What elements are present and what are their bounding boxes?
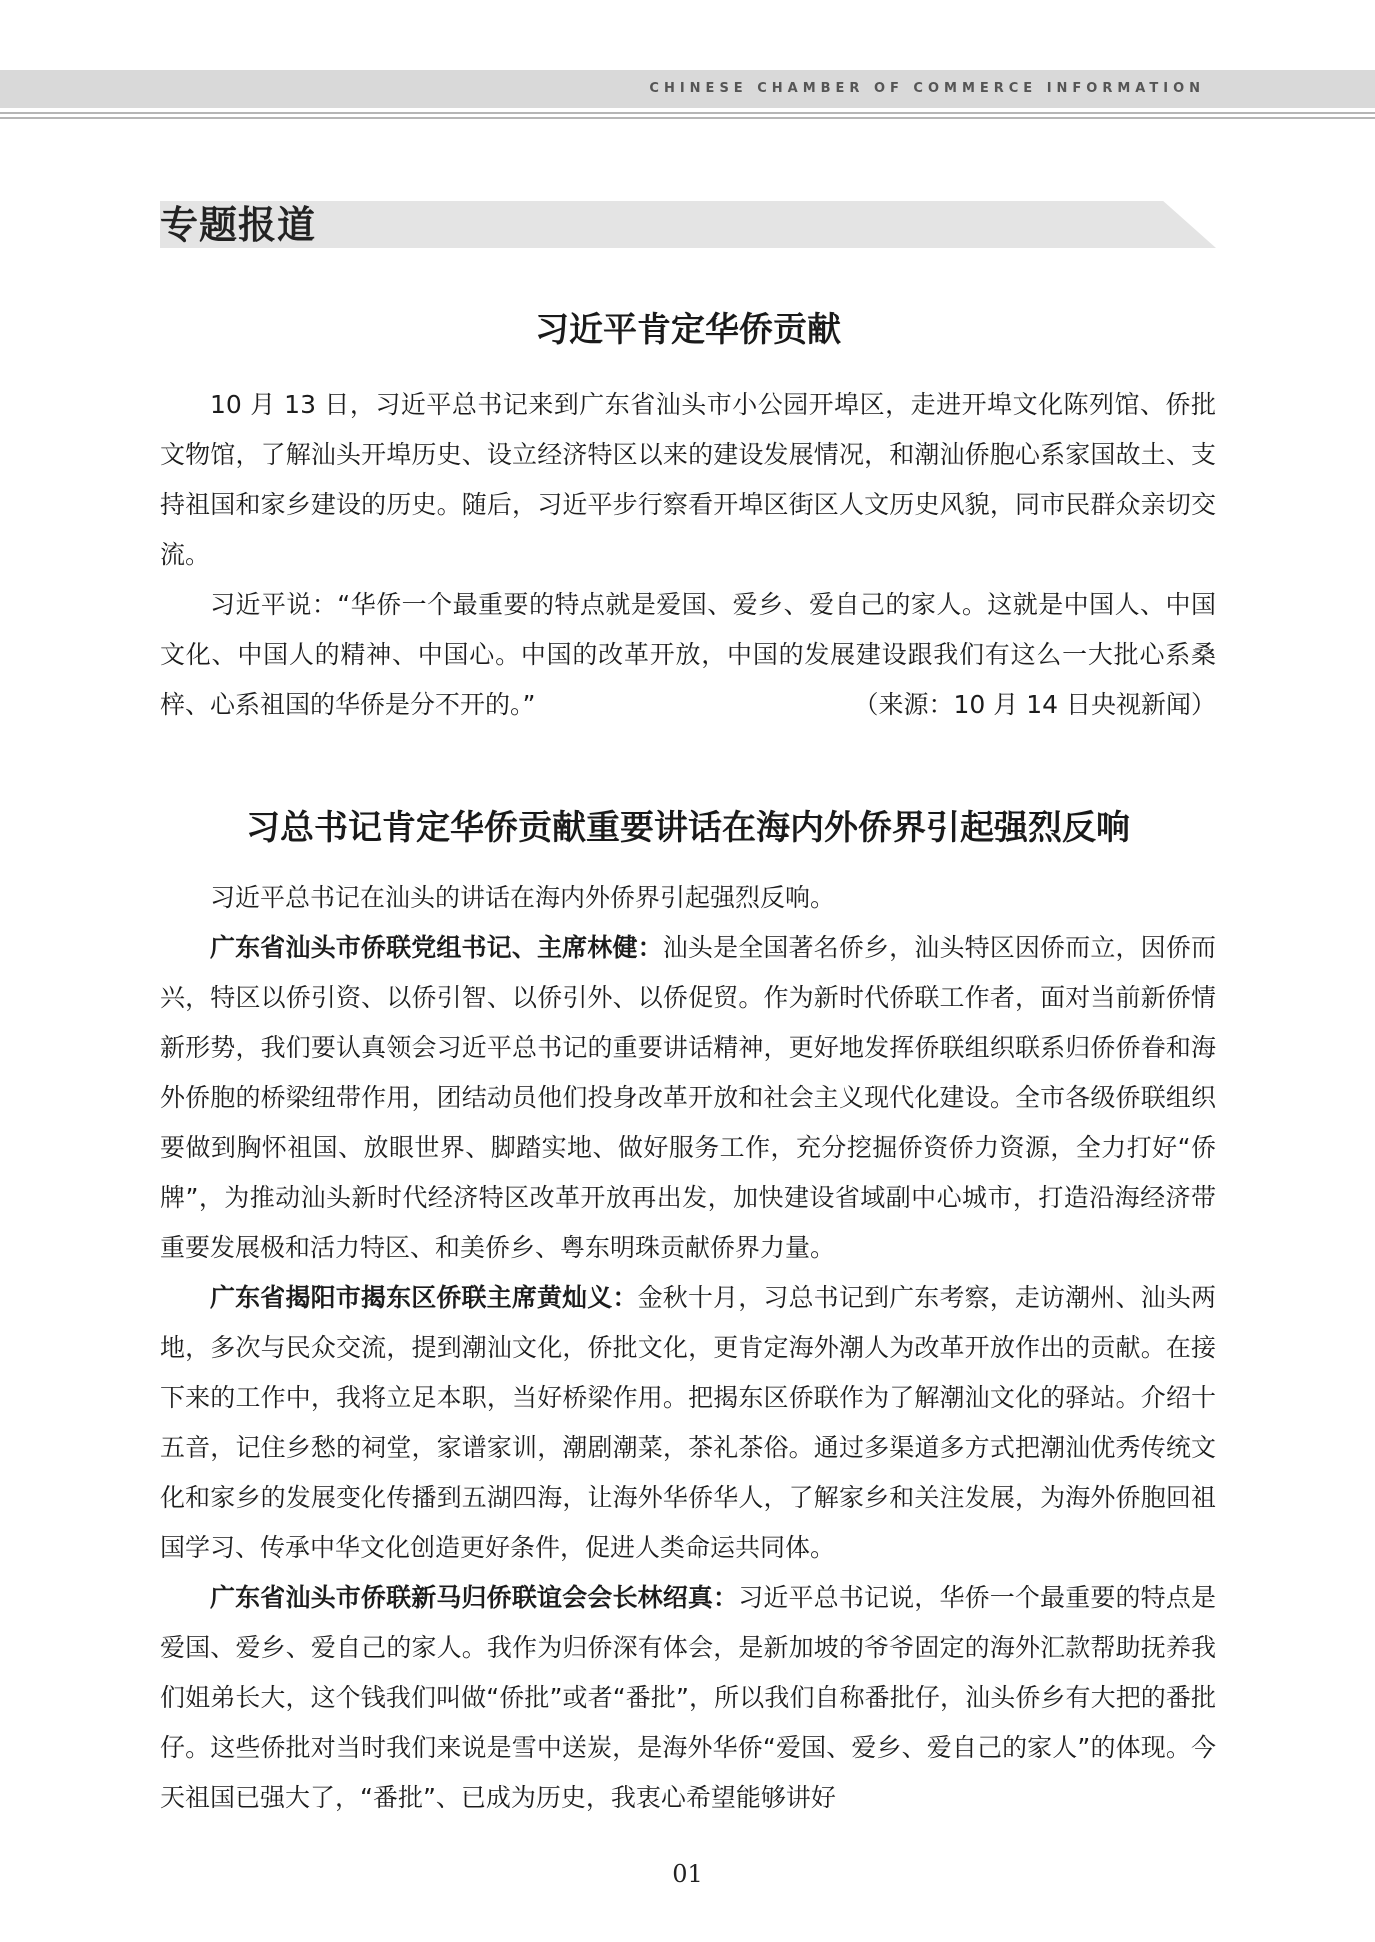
article-2-title: 习总书记肯定华侨贡献重要讲话在海内外侨界引起强烈反响: [246, 808, 1130, 848]
page-number: 01: [672, 1860, 703, 1888]
article-1-quote: 习近平说：“华侨一个最重要的特点就是爱国、爱乡、爱自己的家人。这就是中国人、中国文化、中国人的精神、中国心。中国的改革开放，中国的发展建设跟我们有这么一大批心系桑梓、心系祖国的华侨是分不开的。”: [160, 590, 1216, 719]
statement-paragraph: [160, 1573, 1216, 1823]
section-banner: [160, 201, 1216, 248]
article-1-source: （来源：10 月 14 日央视新闻）: [853, 690, 1216, 719]
statement-text: 金秋十月，习总书记到广东考察，走访潮州、汕头两地，多次与民众交流，提到潮汕文化，侨批文化，更肯定海外潮人为改革开放作出的贡献。在接下来的工作中，我将立足本职，当好桥梁作用。把揭东区侨联作为了解潮汕文化的驿站。介绍十五音，记住乡愁的祠堂，家谱家训，潮剧潮菜，茶礼茶俗。通过多渠道多方式把潮汕优秀传统文化和家乡的发展变化传播到五湖四海，让海外华侨华人，了解家乡和关注发展，为海外侨胞回祖国学习、传承中华文化创造更好条件，促进人类命运共同体。: [160, 1283, 1216, 1562]
statement-text: 习近平总书记说，华侨一个最重要的特点是爱国、爱乡、爱自己的家人。我作为归侨深有体会，是新加坡的爷爷固定的海外汇款帮助抚养我们姐弟长大，这个钱我们叫做“侨批”或者“番批”，所以我们自称番批仔，汕头侨乡有大把的番批仔。这些侨批对当时我们来说是雪中送炭，是海外华侨“爱国、爱乡、爱自己的家人”的体现。今天祖国已强大了，“番批”、已成为历史，我衷心希望能够讲好: [160, 1583, 1216, 1812]
article-2-intro: 习近平总书记在汕头的讲话在海内外侨界引起强烈反响。: [210, 883, 836, 912]
statement-speaker: 广东省汕头市侨联党组书记、主席林健：: [210, 933, 663, 962]
header-rule-2: [0, 117, 1375, 119]
header-rule-1: [0, 112, 1375, 114]
article-1-paragraph-2: [160, 580, 1216, 730]
section-title: 专题报道: [160, 202, 317, 247]
article-2-body: [160, 873, 1216, 1823]
statement-speaker: 广东省汕头市侨联新马归侨联谊会会长林绍真：: [210, 1583, 739, 1612]
statement-text: 汕头是全国著名侨乡，汕头特区因侨而立，因侨而兴，特区以侨引资、以侨引智、以侨引外、以侨促贸。作为新时代侨联工作者，面对当前新侨情新形势，我们要认真领会习近平总书记的重要讲话精神，更好地发挥侨联组织联系归侨侨眷和海外侨胞的桥梁纽带作用，团结动员他们投身改革开放和社会主义现代化建设。全市各级侨联组织要做到胸怀祖国、放眼世界、脚踏实地、做好服务工作，充分挖掘侨资侨力资源，全力打好“侨牌”，为推动汕头新时代经济特区改革开放再出发，加快建设省域副中心城市，打造沿海经济带重要发展极和活力特区、和美侨乡、粤东明珠贡献侨界力量。: [160, 933, 1216, 1262]
article-1-body: [160, 380, 1216, 730]
statement-paragraph: [160, 1273, 1216, 1573]
article-1-title: 习近平肯定华侨贡献: [535, 310, 841, 350]
article-1-paragraph-1: 10 月 13 日，习近平总书记来到广东省汕头市小公园开埠区，走进开埠文化陈列馆、侨批文物馆，了解汕头开埠历史、设立经济特区以来的建设发展情况，和潮汕侨胞心系家国故土、支持祖国和家乡建设的历史。随后，习近平步行察看开埠区街区人文历史风貌，同市民群众亲切交流。: [160, 390, 1216, 569]
publication-name: CHINESE CHAMBER OF COMMERCE INFORMATION: [649, 81, 1205, 96]
statement-speaker: 广东省揭阳市揭东区侨联主席黄灿义：: [210, 1283, 638, 1312]
statement-paragraph: [160, 923, 1216, 1273]
